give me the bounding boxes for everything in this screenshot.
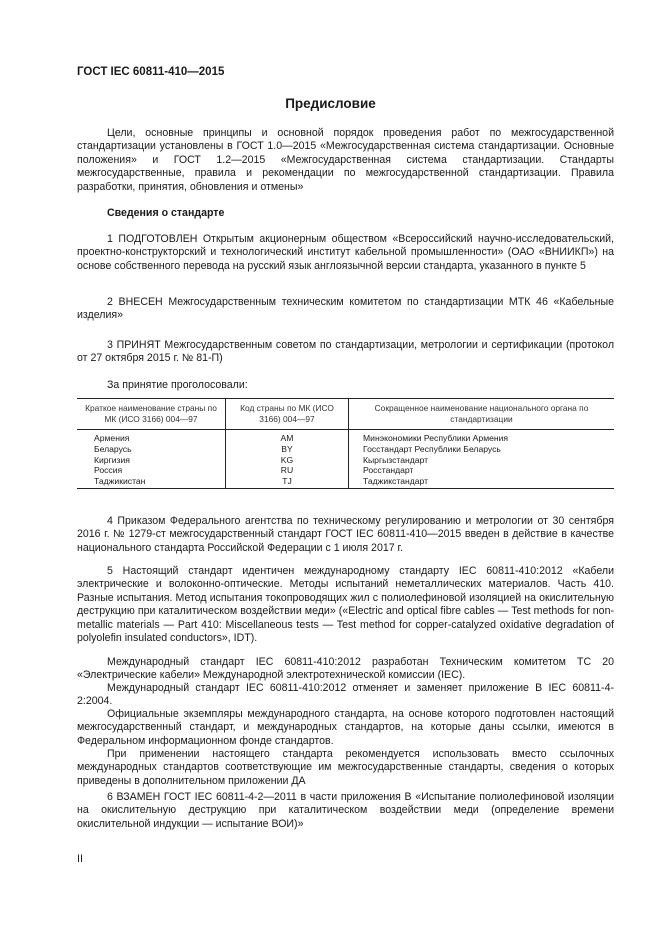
paragraph-5: 5 Настоящий стандарт идентичен международному стандарту IEC 60811-410:2012 «Кабели электрические и волоконно-оптические. Методы испытаний неметаллических материалов. Часть 410. Разные испытания. Метод испытания токопроводящих жил с полиолефиновой изоляцией на окислительную деструкцию при каталитическом воздействии меди» («Electric and optical fibre cables — Test methods for non-metallic materials — Part 410: Miscellaneous tests — Test method for copper-catalyzed oxidative degradation of polyolefin insulated conductors», IDT).: [77, 565, 614, 645]
table-row: [77, 465, 614, 476]
body-cell: Госстандарт Республики Беларусь: [349, 444, 615, 455]
section-title: Предисловие: [285, 96, 376, 111]
table-header-body: Сокращенное наименование национального органа по стандартизации: [349, 399, 615, 430]
country-cell: Киргизия: [94, 454, 130, 465]
voting-table: [77, 398, 614, 489]
code-cell: KG: [226, 455, 349, 466]
table-header-code: Код страны по МК (ИСО 3166) 004—97: [226, 399, 349, 430]
country-cell: Беларусь: [94, 443, 132, 454]
paragraph-2: 2 ВНЕСЕН Межгосударственным техническим комитетом по стандартизации МТК 46 «Кабельные изделия»: [77, 296, 614, 322]
paragraph-5-copies: Официальные экземпляры международного стандарта, на основе которого подготовлен настоящий межгосударственный стандарт, и международных стандартов, на которые даны ссылки, имеются в Федеральном информационном фонде стандартов.: [77, 708, 614, 747]
page-number: II: [77, 853, 83, 865]
country-cell: Таджикистан: [77, 476, 226, 488]
body-cell: Росстандарт: [349, 465, 615, 476]
table-header-country: Краткое наименование страны по МК (ИСО 3166) 004—97: [77, 399, 226, 430]
table-row: [77, 455, 614, 466]
paragraph-1: 1 ПОДГОТОВЛЕН Открытым акционерным обществом «Всероссийский научно-исследовательский, проектно-конструкторский и технологический институт кабельной промышленности» (ОАО «ВНИИКП») на основе собственного перевода на русский язык англоязычной версии стандарта, указанного в пункте 5: [77, 233, 614, 272]
body-cell: Кыргызстандарт: [349, 455, 615, 466]
country-cell: Россия: [94, 465, 123, 476]
info-heading: Сведения о стандарте: [107, 207, 225, 219]
document-header: ГОСТ IEC 60811-410—2015: [77, 66, 225, 78]
body-cell: Минэкономики Республики Армения: [349, 430, 615, 444]
code-cell: RU: [226, 465, 349, 476]
intro-paragraph: Цели, основные принципы и основной порядок проведения работ по межгосударственной стандартизации установлены в ГОСТ 1.0—2015 «Межгосударственная система стандартизации. Основные положения» и ГОСТ 1.2—2015 «Межгосударственная система стандартизации. Стандарты межгосударственные, правила и рекомендации по межгосударственной стандартизации. Правила разработки, принятия, обновления и отмены»: [77, 127, 614, 193]
table-row: [77, 476, 614, 488]
paragraph-5-usage: При применении настоящего стандарта рекомендуется использовать вместо ссылочных международных стандартов соответствующие им межгосударственные стандарты, сведения о которых приведены в дополнительном приложении ДА: [77, 748, 614, 787]
country-cell: Армения: [94, 433, 130, 443]
code-cell: AM: [226, 430, 349, 444]
paragraph-6: 6 ВЗАМЕН ГОСТ IEC 60811-4-2—2011 в части приложения В «Испытание полиолефиновой изоляции на окислительную деструкцию при каталитическом воздействии меди (определение времени окислительной индукции — испытание ВОИ)»: [77, 791, 614, 830]
table-row: [77, 444, 614, 455]
code-cell: TJ: [226, 476, 349, 488]
paragraph-4: 4 Приказом Федерального агентства по техническому регулированию и метрологии от 30 сентября 2016 г. № 1279-ст межгосударственный стандарт ГОСТ IEC 60811-410—2015 введен в действие в качестве национального стандарта Российской Федерации с 1 июля 2017 г.: [77, 515, 614, 554]
table-row: [77, 430, 614, 444]
code-cell: BY: [226, 444, 349, 455]
paragraph-3: 3 ПРИНЯТ Межгосударственным советом по стандартизации, метрологии и сертификации (протокол от 27 октября 2015 г. № 81-П): [77, 339, 614, 365]
table-header-row: [77, 399, 614, 430]
paragraph-5-developer: Международный стандарт IEC 60811-410:2012 разработан Техническим комитетом ТС 20 «Электрические кабели» Международной электротехнической комиссии (IEC).: [77, 656, 614, 682]
body-cell: Таджикстандарт: [349, 476, 615, 488]
paragraph-5-replaces: Международный стандарт IEC 60811-410:2012 отменяет и заменяет приложение В IEC 60811-4-2:2004.: [77, 682, 614, 708]
voted-label: За принятие проголосовали:: [107, 379, 248, 391]
